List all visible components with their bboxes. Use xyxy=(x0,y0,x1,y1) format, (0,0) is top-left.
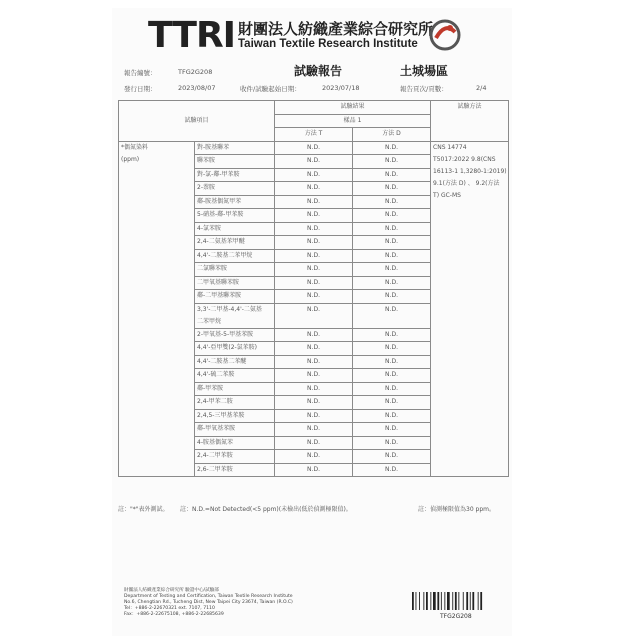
result-cell-t: N.D. xyxy=(275,409,353,423)
result-cell-t: N.D. xyxy=(275,423,353,437)
compound-name-cell xyxy=(195,328,275,342)
result-cell-t: N.D. xyxy=(275,168,353,182)
compound-name: 鄰-二甲基聯苯胺 xyxy=(197,292,242,299)
issue-date-label: 發行日期： xyxy=(124,85,157,93)
compound-name-cell xyxy=(195,249,275,263)
receive-date-label: 收件/試驗起始日期： xyxy=(240,85,301,93)
compound-name-cell xyxy=(195,276,275,290)
group-label: *偶氮染料 xyxy=(121,143,149,151)
footer-line: Tel：+886-2-22670321 ext. 7107, 7110 xyxy=(124,606,215,611)
result-cell-t: N.D. xyxy=(275,369,353,383)
method-line: 16113-1 1,3280-1:2019) xyxy=(433,167,507,175)
ttri-emblem-icon xyxy=(428,18,462,52)
col-header-item: 試驗項目 xyxy=(119,101,275,142)
col-header-sample: 樣品 1 xyxy=(275,114,431,128)
result-cell-t: N.D. xyxy=(275,222,353,236)
barcode-bar xyxy=(455,592,457,610)
compound-name: 2,4-甲苯二胺 xyxy=(197,398,233,405)
compound-name-cell xyxy=(195,369,275,383)
barcode-bar xyxy=(433,592,436,610)
result-cell-t: N.D. xyxy=(275,141,353,155)
result-cell-t: N.D. xyxy=(275,182,353,196)
compound-name-cell xyxy=(195,263,275,277)
compound-name: 鄰-甲氧基苯胺 xyxy=(197,425,236,432)
result-cell-d: N.D. xyxy=(353,382,431,396)
report-no-label: 報告編號： xyxy=(124,69,157,77)
method-cell xyxy=(431,141,509,477)
result-cell-d: N.D. xyxy=(353,355,431,369)
compound-name-cell xyxy=(195,155,275,169)
result-cell-t: N.D. xyxy=(275,450,353,464)
results-table-body xyxy=(119,101,509,477)
note-nd: 註：N.D.=Not Detected(<5 ppm)(未檢出(低於偵測極限值)。 xyxy=(180,506,352,513)
location-label: 土城場區 xyxy=(400,64,449,78)
result-cell-t: N.D. xyxy=(275,249,353,263)
method-line: T) GC-MS xyxy=(433,191,461,199)
barcode-bar xyxy=(480,592,482,610)
result-cell-t: N.D. xyxy=(275,355,353,369)
barcode-bar xyxy=(470,592,471,610)
barcode-bar xyxy=(452,592,453,610)
barcode-image xyxy=(412,592,498,610)
compound-name: 2-萘胺 xyxy=(197,184,215,191)
compound-name-cell xyxy=(195,303,275,328)
result-cell-d: N.D. xyxy=(353,182,431,196)
col-header-method-d: 方法 D xyxy=(353,128,431,142)
result-cell-d: N.D. xyxy=(353,369,431,383)
result-cell-d: N.D. xyxy=(353,195,431,209)
report-no-value: TFG2G208 xyxy=(178,68,213,76)
result-cell-d: N.D. xyxy=(353,436,431,450)
group-unit: (ppm) xyxy=(121,155,140,163)
result-cell-d: N.D. xyxy=(353,222,431,236)
barcode-bar xyxy=(412,592,414,610)
issue-date-value: 2023/08/07 xyxy=(178,84,216,92)
compound-name-cell xyxy=(195,182,275,196)
footer-line: 財團法人紡織產業綜合研究所 驗證中心/試驗部 xyxy=(124,588,219,593)
compound-name: 鄰-胺基偶氮甲苯 xyxy=(197,197,242,205)
compound-name: 2,4-二甲苯胺 xyxy=(197,452,233,459)
footer-line: Department of Testing and Certification, Taiwan Textile Research Institute xyxy=(124,594,293,599)
compound-name: 4,4'-二胺基二苯甲烷 xyxy=(197,251,253,259)
compound-name: 對-胺基聯苯 xyxy=(197,143,230,151)
note-detection-limit: 註：偵測極限值為30 ppm。 xyxy=(418,506,496,513)
result-cell-t: N.D. xyxy=(275,342,353,356)
compound-name: 5-硝基-鄰-甲苯胺 xyxy=(197,211,244,218)
compound-name-cell xyxy=(195,195,275,209)
report-title: 試驗報告 xyxy=(294,64,343,78)
barcode-bar xyxy=(463,592,464,610)
results-table xyxy=(118,100,509,477)
barcode-bar xyxy=(423,592,424,610)
result-cell-t: N.D. xyxy=(275,155,353,169)
result-cell-d: N.D. xyxy=(353,276,431,290)
compound-name: 4,4'-亞甲雙(2-氯苯胺) xyxy=(197,344,258,351)
result-cell-t: N.D. xyxy=(275,236,353,250)
page-count-value: 2/4 xyxy=(476,84,487,92)
compound-name-cell xyxy=(195,168,275,182)
result-cell-t: N.D. xyxy=(275,303,353,328)
barcode-bar xyxy=(419,592,420,610)
result-cell-d: N.D. xyxy=(353,342,431,356)
barcode-bar xyxy=(437,592,439,610)
compound-name-cell xyxy=(195,396,275,410)
result-cell-t: N.D. xyxy=(275,382,353,396)
result-cell-d: N.D. xyxy=(353,249,431,263)
compound-name-cell xyxy=(195,236,275,250)
compound-name-cell xyxy=(195,209,275,223)
compound-name: 4-胺基偶氮苯 xyxy=(197,438,233,446)
barcode-bar xyxy=(466,592,468,610)
result-cell-d: N.D. xyxy=(353,290,431,304)
table-row xyxy=(119,141,509,155)
result-cell-t: N.D. xyxy=(275,436,353,450)
result-cell-d: N.D. xyxy=(353,141,431,155)
result-cell-d: N.D. xyxy=(353,209,431,223)
barcode-bar xyxy=(416,592,417,610)
barcode-bar xyxy=(430,592,431,610)
compound-name: 2,6-二甲苯胺 xyxy=(197,465,233,473)
compound-name-cell xyxy=(195,355,275,369)
barcode-bar xyxy=(478,592,479,610)
barcode-bar xyxy=(472,592,474,610)
compound-name-cont: 二苯甲烷 xyxy=(197,317,222,325)
result-cell-t: N.D. xyxy=(275,463,353,477)
receive-date-value: 2023/07/18 xyxy=(322,84,360,92)
barcode-bar xyxy=(441,592,442,610)
result-cell-d: N.D. xyxy=(353,328,431,342)
col-header-method-t: 方法 T xyxy=(275,128,353,142)
compound-name: 聯苯胺 xyxy=(197,157,216,164)
compound-name: 4,4'-硫二苯胺 xyxy=(197,371,235,378)
result-cell-t: N.D. xyxy=(275,209,353,223)
method-line: CNS 14774 xyxy=(433,143,467,151)
compound-name-cell xyxy=(195,436,275,450)
result-cell-t: N.D. xyxy=(275,396,353,410)
barcode-bar xyxy=(426,592,428,610)
barcode-bar xyxy=(458,592,459,610)
result-cell-d: N.D. xyxy=(353,463,431,477)
compound-name-cell xyxy=(195,290,275,304)
compound-name: 4-氯苯胺 xyxy=(197,224,221,232)
result-cell-t: N.D. xyxy=(275,276,353,290)
compound-name-cell xyxy=(195,450,275,464)
table-header-row xyxy=(119,101,509,115)
result-cell-d: N.D. xyxy=(353,155,431,169)
method-line: 9.1(方法 D) 、 9.2(方法 xyxy=(433,179,500,187)
result-cell-d: N.D. xyxy=(353,423,431,437)
compound-name-cell xyxy=(195,382,275,396)
compound-name: 2,4-二氨基苯甲醚 xyxy=(197,238,245,245)
result-cell-d: N.D. xyxy=(353,409,431,423)
result-cell-t: N.D. xyxy=(275,195,353,209)
compound-name: 2,4,5-三甲基苯胺 xyxy=(197,411,245,419)
col-header-method: 試驗方法 xyxy=(431,101,509,142)
compound-name: 3,3'-二甲基-4,4'-二氨基 xyxy=(197,305,262,313)
compound-name-cell xyxy=(195,222,275,236)
result-cell-d: N.D. xyxy=(353,263,431,277)
compound-name: 二甲氧基聯苯胺 xyxy=(197,278,240,286)
footer-line: Fax：+886-2-22675108, +886-2-22685639 xyxy=(124,612,224,617)
compound-name: 二氯聯苯胺 xyxy=(197,265,228,272)
result-cell-d: N.D. xyxy=(353,396,431,410)
compound-name: 對-氯-鄰-甲苯胺 xyxy=(197,170,240,178)
org-name-en: Taiwan Textile Research Institute xyxy=(238,38,418,50)
compound-name: 4,4'-二胺基二苯醚 xyxy=(197,357,247,365)
result-cell-d: N.D. xyxy=(353,168,431,182)
compound-name-cell xyxy=(195,409,275,423)
result-cell-t: N.D. xyxy=(275,328,353,342)
logo-ttri-text: TTRI xyxy=(148,15,236,56)
org-name-zh: 財團法人紡織產業綜合研究所 xyxy=(238,20,434,38)
compound-name-cell xyxy=(195,342,275,356)
note-external: 註："*"表外測試。 xyxy=(118,506,169,513)
result-cell-t: N.D. xyxy=(275,263,353,277)
result-cell-d: N.D. xyxy=(353,303,431,328)
compound-name-cell xyxy=(195,141,275,155)
barcode-bar xyxy=(447,592,450,610)
method-line: T5017:2022 9.8(CNS xyxy=(433,155,496,163)
result-cell-d: N.D. xyxy=(353,236,431,250)
compound-name: 鄰-甲苯胺 xyxy=(197,384,224,392)
result-cell-t: N.D. xyxy=(275,290,353,304)
group-cell xyxy=(119,141,195,477)
barcode-text: TFG2G208 xyxy=(440,613,472,620)
page-count-label: 報告頁次/頁數： xyxy=(400,85,448,93)
barcode-bar xyxy=(444,592,445,610)
result-cell-d: N.D. xyxy=(353,450,431,464)
footer-line: No.6, Chengtian Rd., Tucheng Dist, New Taipei City 23674, Taiwan (R.O.C) xyxy=(124,600,293,605)
compound-name-cell xyxy=(195,463,275,477)
compound-name-cell xyxy=(195,423,275,437)
institute-logo xyxy=(148,16,448,56)
col-header-result: 試驗結果 xyxy=(275,101,431,115)
compound-name: 2-甲氧基-5-甲基苯胺 xyxy=(197,330,254,338)
